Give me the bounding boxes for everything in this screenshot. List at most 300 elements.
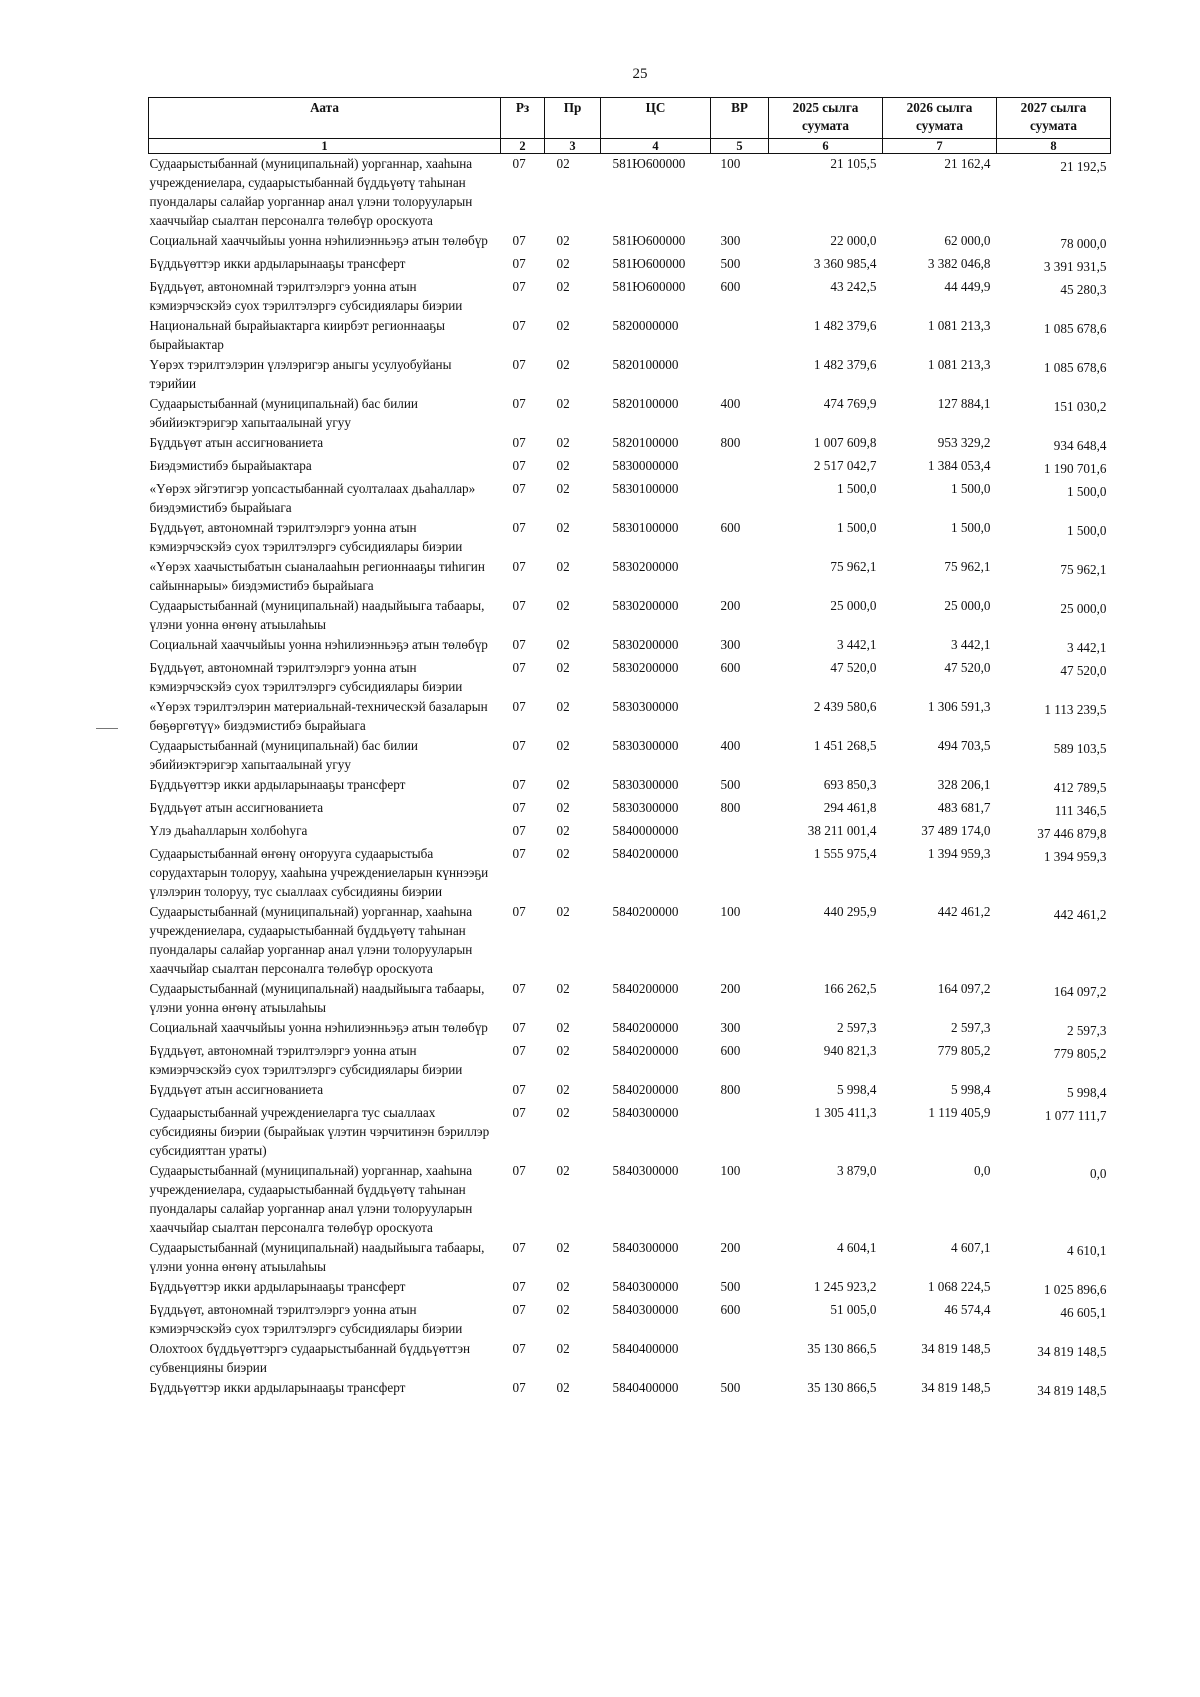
- row-value-2025: 693 850,3: [823, 777, 877, 792]
- row-value-2025: 35 130 866,5: [807, 1380, 877, 1395]
- row-name: «Үөрэх тэрилтэлэрин материальнай-техническэй базаларын бөҕөргөтүү» биэдэмистибэ бырайыага: [149, 699, 488, 733]
- row-vr: [711, 1339, 769, 1378]
- row-rz: 07: [512, 1163, 526, 1178]
- row-value-2026: 3 442,1: [950, 637, 991, 652]
- row-value-2026: 494 703,5: [937, 738, 991, 753]
- table-row: [149, 1041, 1111, 1080]
- row-vr: 300: [720, 233, 741, 248]
- row-name: Судаарыстыбаннай (муниципальнай) уорганнар, хааһына учреждениелара, судаарыстыбаннай бүддьүөтү таһынан пуондалары салайар уорганнар анал үлэни толорууларын хааччыйар сыалтан персоналга төлөбүр ороскуота: [149, 1163, 473, 1235]
- row-vr: 200: [720, 981, 741, 996]
- row-vr: 600: [720, 279, 741, 294]
- row-pr: 02: [556, 1279, 570, 1294]
- row-value-2026: 1 081 213,3: [927, 357, 991, 372]
- table-row: [149, 316, 1111, 355]
- row-pr: 02: [556, 1163, 570, 1178]
- row-value-2027: 46 605,1: [1060, 1305, 1107, 1320]
- row-value-2027: 3 442,1: [1066, 640, 1107, 655]
- row-name: Социальнай хааччыйыы уонна нэһилиэнньэҕэ атын төлөбүр: [149, 637, 488, 652]
- row-value-2025: 1 451 268,5: [813, 738, 877, 753]
- row-rz: 07: [512, 846, 526, 861]
- row-cs: 5830300000: [612, 738, 679, 753]
- row-rz: 07: [512, 1240, 526, 1255]
- row-cs: 581Ю600000: [612, 156, 686, 171]
- column-number: 4: [601, 139, 711, 154]
- row-name: «Үөрэх хаачыстыбатын сыаналааһын регионнааҕы тиһигин сайыннарыы» биэдэмистибэ бырайыага: [149, 559, 485, 593]
- row-value-2025: 440 295,9: [823, 904, 877, 919]
- row-cs: 5840300000: [612, 1302, 679, 1317]
- row-value-2027: 1 113 239,5: [1044, 702, 1107, 717]
- row-name: Социальнай хааччыйыы уонна нэһилиэнньэҕэ атын төлөбүр: [149, 1020, 488, 1035]
- row-rz: 07: [512, 396, 526, 411]
- row-vr: 200: [720, 1240, 741, 1255]
- row-value-2025: 166 262,5: [823, 981, 877, 996]
- row-cs: 5840300000: [612, 1105, 679, 1120]
- row-name: Судаарыстыбаннай (муниципальнай) бас билии эбийиэктэригэр хапытаалынай угуу: [149, 396, 418, 430]
- row-value-2025: 38 211 001,4: [807, 823, 877, 838]
- row-name: Бүддьүөттэр икки ардыларынааҕы трансферт: [149, 256, 406, 271]
- row-cs: 5830200000: [612, 559, 679, 574]
- row-name: Судаарыстыбаннай (муниципальнай) бас билии эбийиэктэригэр хапытаалынай угуу: [149, 738, 418, 772]
- header-2026: 2026 сылга суумата: [883, 98, 997, 139]
- row-name: Судаарыстыбаннай (муниципальнай) уорганнар, хааһына учреждениелара, судаарыстыбаннай бүддьүөтү таһынан пуондалары салайар уорганнар анал үлэни толорууларын хааччыйар сыалтан персоналга төлөбүр ороскуота: [149, 156, 473, 228]
- row-rz: 07: [512, 435, 526, 450]
- row-pr: 02: [556, 846, 570, 861]
- table-body: [149, 154, 1111, 1402]
- header-name: Аата: [149, 98, 501, 139]
- row-pr: 02: [556, 435, 570, 450]
- margin-mark: [96, 728, 118, 729]
- column-number: 6: [769, 139, 883, 154]
- row-value-2027: 3 391 931,5: [1043, 259, 1107, 274]
- row-value-2025: 1 482 379,6: [813, 357, 877, 372]
- row-vr: [711, 821, 769, 844]
- row-value-2027: 934 648,4: [1053, 438, 1107, 453]
- row-vr: 300: [720, 1020, 741, 1035]
- page-number: 25: [632, 66, 648, 82]
- row-pr: 02: [556, 598, 570, 613]
- row-value-2026: 37 489 174,0: [921, 823, 991, 838]
- row-value-2025: 474 769,9: [823, 396, 877, 411]
- header-2027: 2027 сылга суумата: [997, 98, 1111, 139]
- row-pr: 02: [556, 396, 570, 411]
- row-value-2027: 2 597,3: [1066, 1023, 1107, 1038]
- row-value-2025: 3 360 985,4: [813, 256, 877, 271]
- row-pr: 02: [556, 800, 570, 815]
- row-value-2026: 127 884,1: [937, 396, 991, 411]
- row-cs: 5840200000: [612, 1043, 679, 1058]
- table-row: [149, 798, 1111, 821]
- budget-table: [148, 97, 1111, 1401]
- row-name: Судаарыстыбаннай өҥөнү оҥорууга судаарыстыба сорудахтарын толоруу, хааһына учреждениеларын күннээҕи үлэлэрин толоруу, тус сыаллаах субсидияны биэрии: [149, 846, 489, 899]
- row-rz: 07: [512, 279, 526, 294]
- row-cs: 5830100000: [612, 520, 679, 535]
- row-vr: 400: [720, 738, 741, 753]
- row-rz: 07: [512, 256, 526, 271]
- row-value-2027: 164 097,2: [1053, 984, 1107, 999]
- row-cs: 5840000000: [612, 823, 679, 838]
- table-row: [149, 1161, 1111, 1238]
- row-value-2026: 0,0: [974, 1163, 991, 1178]
- table-row: [149, 394, 1111, 433]
- row-vr: 600: [720, 1302, 741, 1317]
- row-value-2026: 21 162,4: [944, 156, 991, 171]
- row-name: «Үөрэх эйгэтигэр уопсастыбаннай суолталаах дьаһаллар» биэдэмистибэ бырайыага: [149, 481, 476, 515]
- row-vr: [711, 844, 769, 902]
- table-row: [149, 277, 1111, 316]
- row-value-2025: 51 005,0: [830, 1302, 877, 1317]
- table-row: [149, 902, 1111, 979]
- row-value-2025: 21 105,5: [830, 156, 877, 171]
- row-rz: 07: [512, 1380, 526, 1395]
- row-rz: 07: [512, 481, 526, 496]
- row-rz: 07: [512, 660, 526, 675]
- table-row: [149, 231, 1111, 254]
- row-vr: 500: [720, 777, 741, 792]
- row-name: Бүддьүөт атын ассигнованиета: [149, 1082, 324, 1097]
- table-row: [149, 456, 1111, 479]
- row-pr: 02: [556, 481, 570, 496]
- row-value-2026: 46 574,4: [944, 1302, 991, 1317]
- row-rz: 07: [512, 637, 526, 652]
- column-number-row: [149, 139, 1111, 154]
- row-name: Бүддьүөттэр икки ардыларынааҕы трансферт: [149, 1380, 406, 1395]
- row-cs: 5840200000: [612, 981, 679, 996]
- row-cs: 5830200000: [612, 598, 679, 613]
- row-rz: 07: [512, 1302, 526, 1317]
- row-rz: 07: [512, 738, 526, 753]
- row-value-2027: 1 085 678,6: [1043, 360, 1107, 375]
- row-value-2025: 2 439 580,6: [813, 699, 877, 714]
- table-row: [149, 1300, 1111, 1339]
- row-value-2027: 1 077 111,7: [1044, 1108, 1107, 1123]
- row-vr: 500: [720, 256, 741, 271]
- row-value-2027: 78 000,0: [1060, 236, 1107, 251]
- row-pr: 02: [556, 318, 570, 333]
- column-number: 2: [501, 139, 545, 154]
- row-cs: 5840400000: [612, 1380, 679, 1395]
- row-vr: 100: [720, 1163, 741, 1178]
- row-value-2025: 5 998,4: [836, 1082, 877, 1097]
- row-value-2026: 328 206,1: [937, 777, 991, 792]
- row-value-2025: 43 242,5: [830, 279, 877, 294]
- row-cs: 5840200000: [612, 846, 679, 861]
- row-cs: 5830000000: [612, 458, 679, 473]
- row-cs: 581Ю600000: [612, 233, 686, 248]
- row-value-2026: 75 962,1: [944, 559, 991, 574]
- row-value-2025: 294 461,8: [823, 800, 877, 815]
- header-rz: Рз: [501, 98, 545, 139]
- row-value-2026: 1 500,0: [950, 481, 991, 496]
- row-value-2027: 25 000,0: [1060, 601, 1107, 616]
- row-value-2026: 1 500,0: [950, 520, 991, 535]
- row-vr: 300: [720, 637, 741, 652]
- row-value-2027: 34 819 148,5: [1037, 1344, 1107, 1359]
- column-number: 5: [711, 139, 769, 154]
- row-value-2026: 1 119 405,9: [928, 1105, 991, 1120]
- row-name: Судаарыстыбаннай (муниципальнай) наадыйыыга табаары, үлэни уонна өҥөнү атыылаһыы: [149, 981, 485, 1015]
- row-value-2027: 1 085 678,6: [1043, 321, 1107, 336]
- row-cs: 5820100000: [612, 357, 679, 372]
- row-pr: 02: [556, 559, 570, 574]
- row-pr: 02: [556, 823, 570, 838]
- row-name: Судаарыстыбаннай (муниципальнай) уорганнар, хааһына учреждениелара, судаарыстыбаннай бүддьүөтү таһынан пуондалары салайар уорганнар анал үлэни толорууларын хааччыйар сыалтан персоналга төлөбүр ороскуота: [149, 904, 473, 976]
- row-value-2027: 111 346,5: [1054, 803, 1107, 818]
- row-rz: 07: [512, 318, 526, 333]
- row-cs: 581Ю600000: [612, 279, 686, 294]
- row-value-2027: 4 610,1: [1066, 1243, 1107, 1258]
- row-cs: 5840200000: [612, 1082, 679, 1097]
- row-value-2026: 1 394 959,3: [927, 846, 991, 861]
- row-rz: 07: [512, 1020, 526, 1035]
- row-pr: 02: [556, 1020, 570, 1035]
- row-value-2027: 1 025 896,6: [1043, 1282, 1107, 1297]
- row-value-2025: 1 555 975,4: [813, 846, 877, 861]
- row-value-2025: 1 500,0: [836, 520, 877, 535]
- row-value-2027: 151 030,2: [1053, 399, 1107, 414]
- row-value-2027: 442 461,2: [1053, 907, 1107, 922]
- table-row: [149, 658, 1111, 697]
- row-rz: 07: [512, 800, 526, 815]
- row-value-2026: 47 520,0: [944, 660, 991, 675]
- row-vr: [711, 697, 769, 736]
- row-value-2026: 62 000,0: [944, 233, 991, 248]
- row-pr: 02: [556, 660, 570, 675]
- row-rz: 07: [512, 1082, 526, 1097]
- row-value-2027: 21 192,5: [1060, 159, 1107, 174]
- row-cs: 5840200000: [612, 904, 679, 919]
- row-value-2025: 35 130 866,5: [807, 1341, 877, 1356]
- row-rz: 07: [512, 777, 526, 792]
- table-row: [149, 1339, 1111, 1378]
- table-row: [149, 154, 1111, 232]
- row-rz: 07: [512, 1341, 526, 1356]
- row-cs: 5830100000: [612, 481, 679, 496]
- row-value-2026: 44 449,9: [944, 279, 991, 294]
- table-row: [149, 254, 1111, 277]
- row-value-2026: 4 607,1: [950, 1240, 991, 1255]
- row-name: Судаарыстыбаннай (муниципальнай) наадыйыыга табаары, үлэни уонна өҥөнү атыылаһыы: [149, 1240, 485, 1274]
- row-value-2025: 1 305 411,3: [814, 1105, 877, 1120]
- row-value-2026: 25 000,0: [944, 598, 991, 613]
- row-cs: 5830300000: [612, 800, 679, 815]
- row-name: Бүддьүөт, автономнай тэрилтэлэргэ уонна атын кэмиэрчэскэйэ суох тэрилтэлэргэ субсидиялары биэрии: [149, 1302, 463, 1336]
- table-row: [149, 979, 1111, 1018]
- row-vr: [711, 1103, 769, 1161]
- row-cs: 5820100000: [612, 435, 679, 450]
- row-name: Бүддьүөт, автономнай тэрилтэлэргэ уонна атын кэмиэрчэскэйэ суох тэрилтэлэргэ субсидиялары биэрии: [149, 279, 463, 313]
- row-pr: 02: [556, 981, 570, 996]
- row-pr: 02: [556, 1240, 570, 1255]
- row-cs: 5830300000: [612, 699, 679, 714]
- row-cs: 581Ю600000: [612, 256, 686, 271]
- row-cs: 5840300000: [612, 1279, 679, 1294]
- row-pr: 02: [556, 256, 570, 271]
- row-pr: 02: [556, 1105, 570, 1120]
- row-pr: 02: [556, 279, 570, 294]
- row-name: Бүддьүөттэр икки ардыларынааҕы трансферт: [149, 777, 406, 792]
- row-pr: 02: [556, 1082, 570, 1097]
- row-value-2026: 1 068 224,5: [927, 1279, 991, 1294]
- row-rz: 07: [512, 156, 526, 171]
- row-rz: 07: [512, 458, 526, 473]
- row-value-2026: 483 681,7: [937, 800, 991, 815]
- row-value-2026: 442 461,2: [937, 904, 991, 919]
- row-cs: 5840200000: [612, 1020, 679, 1035]
- row-rz: 07: [512, 981, 526, 996]
- row-value-2025: 3 442,1: [836, 637, 877, 652]
- row-rz: 07: [512, 699, 526, 714]
- table-row: [149, 1277, 1111, 1300]
- row-vr: [711, 557, 769, 596]
- table-row: [149, 596, 1111, 635]
- row-value-2027: 1 500,0: [1066, 523, 1107, 538]
- row-value-2027: 779 805,2: [1053, 1046, 1107, 1061]
- row-value-2025: 1 500,0: [836, 481, 877, 496]
- row-rz: 07: [512, 598, 526, 613]
- table-row: [149, 844, 1111, 902]
- row-pr: 02: [556, 520, 570, 535]
- table-row: [149, 775, 1111, 798]
- row-name: Үөрэх тэрилтэлэрин үлэлэригэр аныгы усулуобуйаны тэрийии: [149, 357, 452, 391]
- row-vr: 500: [720, 1279, 741, 1294]
- row-value-2026: 953 329,2: [937, 435, 991, 450]
- table-row: [149, 635, 1111, 658]
- row-vr: [711, 456, 769, 479]
- row-name: Судаарыстыбаннай учреждениеларга тус сыаллаах субсидияны биэрии (бырайыак үлэтин чэрчитинэн бэриллэр субсидияттан ураты): [149, 1105, 490, 1158]
- row-value-2027: 34 819 148,5: [1037, 1383, 1107, 1398]
- row-value-2027: 0,0: [1090, 1166, 1107, 1181]
- row-value-2025: 3 879,0: [836, 1163, 877, 1178]
- table-row: [149, 355, 1111, 394]
- row-pr: 02: [556, 1380, 570, 1395]
- header-cs: ЦС: [601, 98, 711, 139]
- row-vr: 200: [720, 598, 741, 613]
- row-value-2025: 2 597,3: [836, 1020, 877, 1035]
- row-rz: 07: [512, 357, 526, 372]
- column-number: 8: [997, 139, 1111, 154]
- row-value-2026: 1 306 591,3: [927, 699, 991, 714]
- row-rz: 07: [512, 559, 526, 574]
- row-name: Национальнай бырайыактарга киирбэт регионнааҕы бырайыактар: [149, 318, 445, 352]
- row-rz: 07: [512, 520, 526, 535]
- row-name: Бүддьүөт атын ассигнованиета: [149, 435, 324, 450]
- header-2025: 2025 сылга суумата: [769, 98, 883, 139]
- row-vr: 800: [720, 435, 741, 450]
- row-pr: 02: [556, 1043, 570, 1058]
- row-vr: 800: [720, 800, 741, 815]
- row-value-2027: 589 103,5: [1053, 741, 1107, 756]
- table-row: [149, 518, 1111, 557]
- table-row: [149, 1238, 1111, 1277]
- row-pr: 02: [556, 738, 570, 753]
- row-cs: 5840300000: [612, 1163, 679, 1178]
- row-vr: 400: [720, 396, 741, 411]
- table-row: [149, 1080, 1111, 1103]
- row-name: Бүддьүөт атын ассигнованиета: [149, 800, 324, 815]
- row-pr: 02: [556, 458, 570, 473]
- table-row: [149, 433, 1111, 456]
- row-cs: 5840300000: [612, 1240, 679, 1255]
- row-value-2027: 47 520,0: [1060, 663, 1107, 678]
- row-value-2026: 1 384 053,4: [927, 458, 991, 473]
- row-pr: 02: [556, 1302, 570, 1317]
- row-name: Бүддьүөт, автономнай тэрилтэлэргэ уонна атын кэмиэрчэскэйэ суох тэрилтэлэргэ субсидиялары биэрии: [149, 1043, 463, 1077]
- row-value-2025: 75 962,1: [830, 559, 877, 574]
- table-row: [149, 736, 1111, 775]
- row-value-2027: 45 280,3: [1060, 282, 1107, 297]
- row-cs: 5820000000: [612, 318, 679, 333]
- row-value-2026: 164 097,2: [937, 981, 991, 996]
- row-rz: 07: [512, 823, 526, 838]
- row-rz: 07: [512, 1043, 526, 1058]
- row-value-2027: 75 962,1: [1060, 562, 1107, 577]
- row-value-2026: 34 819 148,5: [921, 1380, 991, 1395]
- row-value-2027: 412 789,5: [1053, 780, 1107, 795]
- row-value-2026: 5 998,4: [950, 1082, 991, 1097]
- row-name: Социальнай хааччыйыы уонна нэһилиэнньэҕэ атын төлөбүр: [149, 233, 488, 248]
- table-row: [149, 479, 1111, 518]
- row-vr: [711, 479, 769, 518]
- row-value-2026: 2 597,3: [950, 1020, 991, 1035]
- row-cs: 5830300000: [612, 777, 679, 792]
- row-vr: 800: [720, 1082, 741, 1097]
- table-header-row: [149, 98, 1111, 139]
- row-value-2025: 940 821,3: [823, 1043, 877, 1058]
- row-cs: 5840400000: [612, 1341, 679, 1356]
- row-value-2025: 4 604,1: [836, 1240, 877, 1255]
- column-number: 7: [883, 139, 997, 154]
- row-vr: 500: [720, 1380, 741, 1395]
- row-pr: 02: [556, 233, 570, 248]
- row-value-2026: 34 819 148,5: [921, 1341, 991, 1356]
- row-vr: 600: [720, 1043, 741, 1058]
- header-pr: Пр: [545, 98, 601, 139]
- header-vr: ВР: [711, 98, 769, 139]
- table-row: [149, 557, 1111, 596]
- row-vr: [711, 355, 769, 394]
- row-value-2025: 2 517 042,7: [813, 458, 877, 473]
- row-rz: 07: [512, 1279, 526, 1294]
- row-vr: [711, 316, 769, 355]
- row-value-2025: 47 520,0: [830, 660, 877, 675]
- row-rz: 07: [512, 233, 526, 248]
- column-number: 1: [149, 139, 501, 154]
- row-cs: 5830200000: [612, 660, 679, 675]
- table-row: [149, 821, 1111, 844]
- row-value-2026: 1 081 213,3: [927, 318, 991, 333]
- row-pr: 02: [556, 699, 570, 714]
- table-row: [149, 1378, 1111, 1401]
- row-value-2027: 1 190 701,6: [1043, 461, 1107, 476]
- row-value-2027: 5 998,4: [1066, 1085, 1107, 1100]
- row-name: Олохтоох бүддьүөттэргэ судаарыстыбаннай бүддьүөттэн субвенцияны биэрии: [149, 1341, 471, 1375]
- table-row: [149, 1103, 1111, 1161]
- row-value-2026: 3 382 046,8: [927, 256, 991, 271]
- row-cs: 5820100000: [612, 396, 679, 411]
- row-value-2025: 1 245 923,2: [813, 1279, 877, 1294]
- row-rz: 07: [512, 904, 526, 919]
- row-cs: 5830200000: [612, 637, 679, 652]
- row-value-2025: 1 482 379,6: [813, 318, 877, 333]
- row-pr: 02: [556, 357, 570, 372]
- row-value-2027: 37 446 879,8: [1037, 826, 1107, 841]
- row-value-2025: 22 000,0: [830, 233, 877, 248]
- column-number: 3: [545, 139, 601, 154]
- row-pr: 02: [556, 777, 570, 792]
- table-row: [149, 1018, 1111, 1041]
- row-value-2025: 25 000,0: [830, 598, 877, 613]
- row-pr: 02: [556, 904, 570, 919]
